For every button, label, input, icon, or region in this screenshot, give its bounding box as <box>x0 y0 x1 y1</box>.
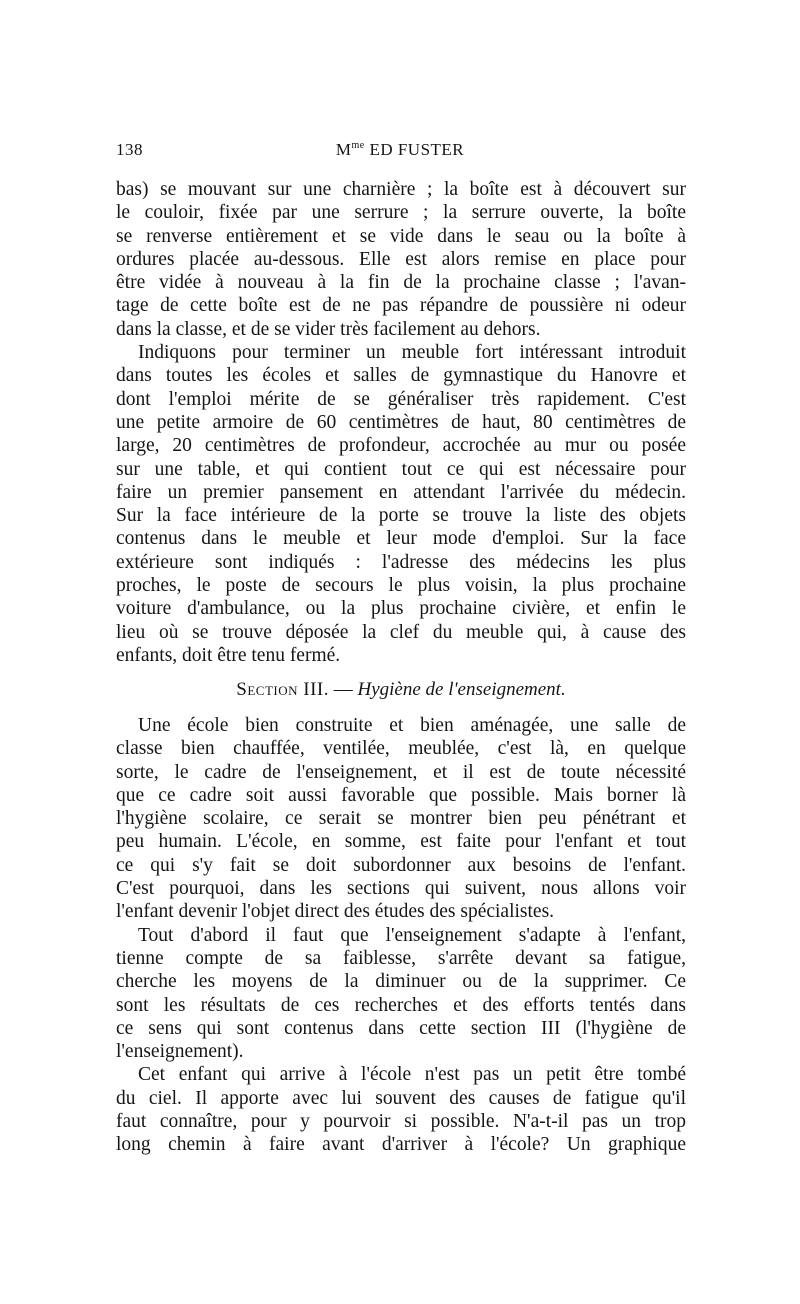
text-line: l'enseignement). <box>116 1041 244 1063</box>
text-line: du ciel. Il apporte avec lui souvent des causes de fatigue qu'il <box>116 1087 686 1109</box>
page-number: 138 <box>116 140 143 159</box>
text-line: dans la classe, et de se vider très facilement au dehors. <box>116 318 541 340</box>
author-prefix: M <box>335 140 352 159</box>
body-text-after-section <box>116 714 686 1157</box>
section-label: Section III. <box>236 679 329 700</box>
text-line: contenus dans le meuble et leur mode d'emploi. Sur la face <box>116 528 686 550</box>
text-line: tienne compte de sa faiblesse, s'arrête devant sa fatigue, <box>116 947 686 969</box>
author-prefix-superscript: me <box>351 140 365 151</box>
text-line: large, 20 centimètres de profondeur, accrochée au mur ou posée <box>116 435 686 457</box>
text-line: ordures placée au-dessous. Elle est alors remise en place pour <box>116 248 686 270</box>
text-line: C'est pourquoi, dans les sections qui suivent, nous allons voir <box>116 878 686 900</box>
text-line: enfants, doit être tenu fermé. <box>116 644 341 666</box>
author-name: ED FUSTER <box>364 140 465 159</box>
text-line: extérieure sont indiqués : l'adresse des médecins les plus <box>116 551 686 573</box>
text-line: sorte, le cadre de l'enseignement, et il est de toute nécessité <box>116 761 686 783</box>
section-title: Hygiène de l'enseignement. <box>357 679 566 700</box>
text-line: l'enfant devenir l'objet direct des études des spécialistes. <box>116 901 555 923</box>
text-line: sont les résultats de ces recherches et des efforts tentés dans <box>116 994 686 1016</box>
text-line: faut connaître, pour y pourvoir si possible. N'a-t-il pas un trop <box>116 1111 686 1133</box>
text-line: tage de cette boîte est de ne pas répandre de poussière ni odeur <box>116 295 686 317</box>
text-line: une petite armoire de 60 centimètres de haut, 80 centimètres de <box>116 411 686 433</box>
text-line: ce qui s'y fait se doit subordonner aux besoins de l'enfant. <box>116 854 686 876</box>
running-head-author <box>116 140 684 160</box>
page-header <box>116 140 684 166</box>
text-line: dans toutes les écoles et salles de gymnastique du Hanovre et <box>116 365 686 387</box>
text-line: être vidée à nouveau à la fin de la prochaine classe ; l'avan- <box>116 272 686 294</box>
text-line: sur une table, et qui contient tout ce qui est nécessaire pour <box>116 458 686 480</box>
text-line: voiture d'ambulance, ou la plus prochaine civière, et enfin le <box>116 598 686 620</box>
text-line: l'hygiène scolaire, ce serait se montrer bien peu pénétrant et <box>116 808 686 830</box>
section-heading <box>116 678 686 702</box>
text-line: ce sens qui sont contenus dans cette section III (l'hygiène de <box>116 1017 686 1039</box>
text-line: long chemin à faire avant d'arriver à l'école? Un graphique <box>116 1134 686 1156</box>
text-line: Indiquons pour terminer un meuble fort intéressant introduit <box>138 342 686 364</box>
text-line: Une école bien construite et bien aménagée, une salle de <box>138 715 686 736</box>
text-line: se renverse entièrement et se vide dans le seau ou la boîte à <box>116 225 686 247</box>
section-dash: — <box>328 679 358 700</box>
text-line: le couloir, fixée par une serrure ; la serrure ouverte, la boîte <box>116 202 686 224</box>
text-line: dont l'emploi mérite de se généraliser très rapidement. C'est <box>116 388 686 410</box>
text-line: que ce cadre soit aussi favorable que possible. Mais borner là <box>116 784 686 806</box>
text-line: classe bien chauffée, ventilée, meublée, c'est là, en quelque <box>116 738 686 760</box>
text-line: Sur la face intérieure de la porte se trouve la liste des objets <box>116 505 686 527</box>
text-line: faire un premier pansement en attendant l'arrivée du médecin. <box>116 481 686 503</box>
text-line: bas) se mouvant sur une charnière ; la boîte est à découvert sur <box>116 179 686 200</box>
text-line: lieu où se trouve déposée la clef du meuble qui, à cause des <box>116 621 686 643</box>
text-line: Cet enfant qui arrive à l'école n'est pas un petit être tombé <box>138 1064 686 1086</box>
text-line: Tout d'abord il faut que l'enseignement s'adapte à l'enfant, <box>138 924 686 946</box>
text-line: proches, le poste de secours le plus voisin, la plus prochaine <box>116 575 686 597</box>
body-text-before-section <box>116 178 686 667</box>
text-line: peu humain. L'école, en somme, est faite pour l'enfant et tout <box>116 831 686 853</box>
text-line: cherche les moyens de la diminuer ou de la supprimer. Ce <box>116 971 686 993</box>
